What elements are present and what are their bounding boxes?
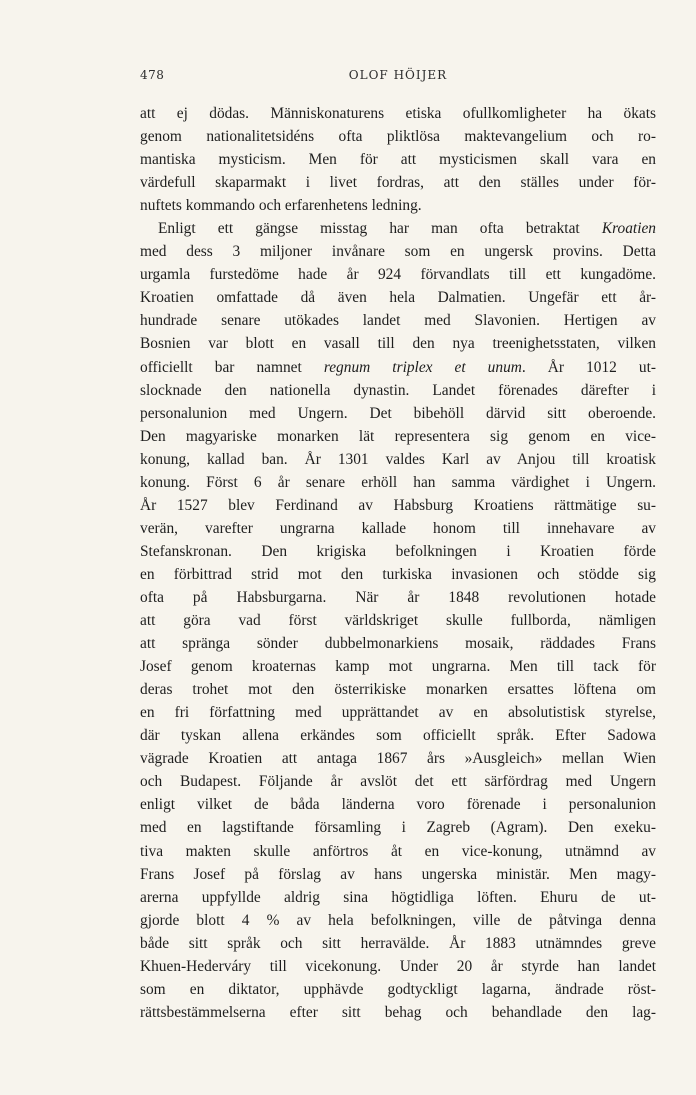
text-line: urgamla furstedöme hade år 924 förvandlats till ett kungadöme. [140, 266, 656, 284]
text-line: Josef genom kroaternas kamp mot ungrarna. Men till tack för [140, 658, 656, 676]
text-line: enligt vilket de båda länderna voro förenade i personalunion [140, 796, 656, 814]
text-line: en förbittrad strid mot den turkiska invasionen och stödde sig [140, 565, 656, 583]
text-line: genom nationalitetsidéns ofta pliktlösa maktevangelium och ro- [140, 128, 656, 146]
text-line: Stefanskronan. Den krigiska befolkningen i Kroatien förde [140, 542, 656, 560]
text-line [140, 217, 656, 240]
page-header [140, 68, 656, 88]
text-line: nuftets kommando och erfarenhetens ledning. [140, 197, 422, 215]
text-line: att spränga sönder dubbelmonarkiens mosaik, räddades Frans [140, 635, 656, 653]
text-line: tiva makten skulle anförtros åt en vice-konung, utnämnd av [140, 842, 656, 860]
text-line: hundrade senare utökades landet med Slavonien. Hertigen av [140, 312, 656, 330]
text-line: konung, kallad ban. År 1301 valdes Karl av Anjou till kroatisk [140, 450, 656, 468]
running-title: OLOF HÖIJER [348, 68, 448, 82]
text-line: arerna uppfyllde aldrig sina högtidliga löften. Ehuru de ut- [140, 888, 656, 906]
text-line: både sitt språk och sitt herravälde. År 1883 utnämndes greve [140, 934, 656, 952]
text-line: Kroatien omfattade då även hela Dalmatien. Ungefär ett år- [140, 289, 656, 307]
text-line: Bosnien var blott en vasall till den nya treenighetsstaten, vilken [140, 335, 656, 353]
text-line: och Budapest. Följande år avslöt det ett särfördrag med Ungern [140, 773, 656, 791]
italic-run: regnum triplex et unum [323, 358, 522, 376]
text-line: deras trohet mot den österrikiske monarken ersattes löftena om [140, 681, 656, 699]
text-line: gjorde blott 4 % av hela befolkningen, ville de påtvinga denna [140, 911, 656, 929]
text-run: Enligt ett gängse misstag har man ofta betraktat [158, 220, 602, 238]
text-run: officiellt bar namnet [140, 358, 324, 376]
text-line: som en diktator, upphävde godtyckligt lagarna, ändrade röst- [140, 980, 656, 998]
text-line: År 1527 blev Ferdinand av Habsburg Kroatiens rättmätige su- [140, 496, 656, 514]
text-line: Khuen-Hederváry till vicekonung. Under 20 år styrde han landet [140, 957, 656, 975]
text-line: mantiska mysticism. Men för att mysticismen skall vara en [140, 151, 656, 169]
text-line: Den magyariske monarken lät representera sig genom en vice- [140, 427, 656, 445]
text-line: slocknade den nationella dynastin. Landet förenades därefter i [140, 381, 656, 399]
body-text [140, 102, 656, 1024]
text-line: Frans Josef på förslag av hans ungerska ministär. Men magy- [140, 865, 656, 883]
text-line: konung. Först 6 år senare erhöll han samma värdighet i Ungern. [140, 473, 656, 491]
text-line: där tyskan allena erkändes som officiellt språk. Efter Sadowa [140, 727, 656, 745]
text-line: ofta på Habsburgarna. När år 1848 revolutionen hotade [140, 588, 656, 606]
text-line: verän, varefter ungrarna kallade honom till innehavare av [140, 519, 656, 537]
page-number: 478 [140, 68, 165, 82]
text-line: rättsbestämmelserna efter sitt behag och behandlade den lag- [140, 1003, 656, 1021]
italic-run: Kroatien [601, 220, 656, 238]
text-line: med en lagstiftande församling i Zagreb (Agram). Den exeku- [140, 819, 656, 837]
text-line: att ej dödas. Människonaturens etiska ofullkomligheter ha ökats [140, 105, 656, 122]
text-run: . År 1012 ut- [521, 358, 656, 376]
text-line: personalunion med Ungern. Det bibehöll därvid sitt oberoende. [140, 404, 656, 422]
text-line: med dess 3 miljoner invånare som en ungersk provins. Detta [140, 243, 656, 261]
text-line [140, 356, 656, 379]
text-line: att göra vad först världskriget skulle fullborda, nämligen [140, 612, 656, 630]
text-line: värdefull skaparmakt i livet fordras, att den ställes under för- [140, 174, 656, 192]
text-line: vägrade Kroatien att antaga 1867 års »Ausgleich» mellan Wien [140, 750, 656, 768]
text-line: en fri författning med upprättandet av en absolutistisk styrelse, [140, 704, 656, 722]
